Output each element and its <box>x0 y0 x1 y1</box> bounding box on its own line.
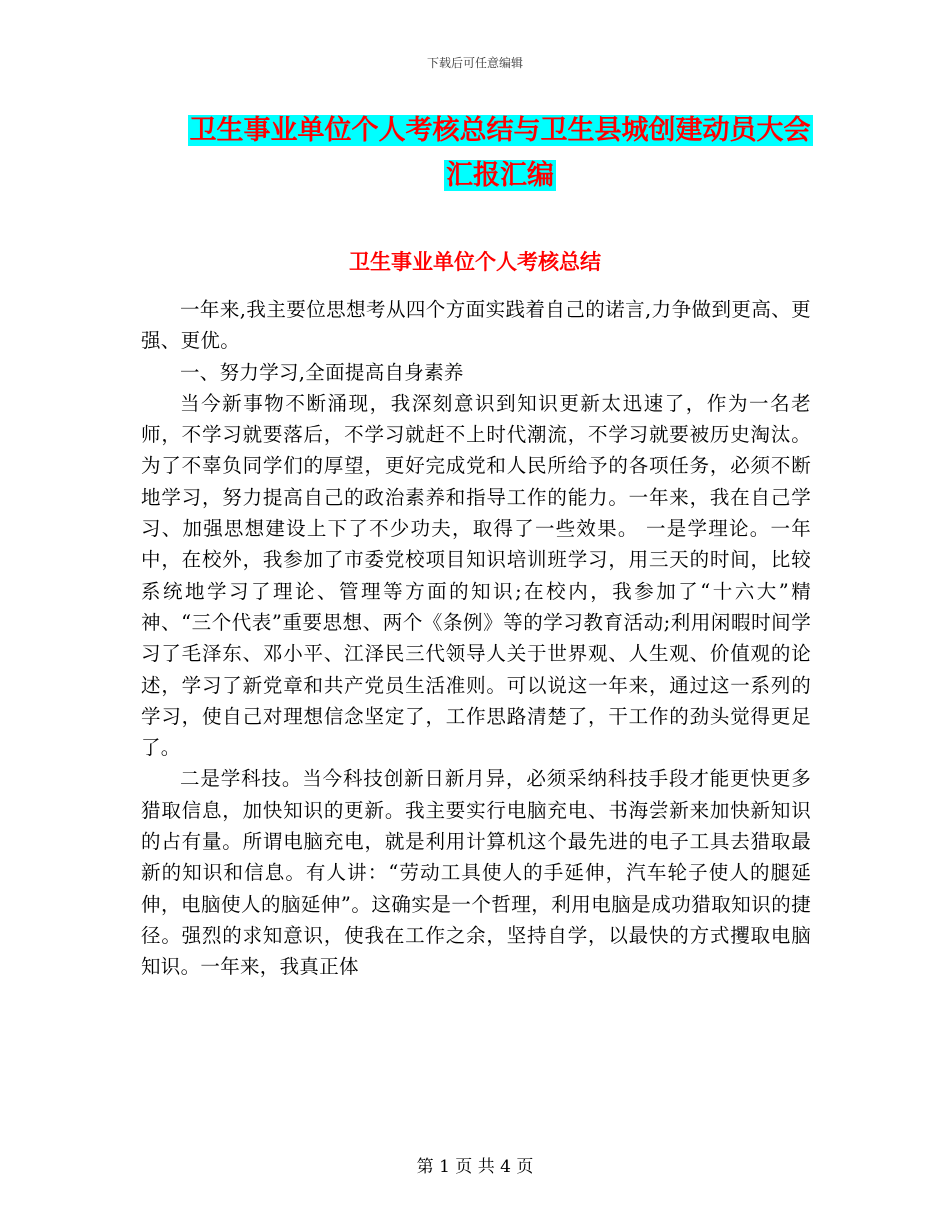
section-title: 卫生事业单位个人考核总结 <box>349 250 601 274</box>
paragraph: 一、努力学习,全面提高自身素养 <box>180 360 464 384</box>
document-title <box>140 108 860 198</box>
document-title-line-2: 汇报汇编 <box>446 160 554 191</box>
document-title-line-1: 卫生事业单位个人考核总结与卫生县城创建动员大会 <box>189 115 811 146</box>
paragraph: 一年来,我主要位思想考从四个方面实践着自己的诺言,力争做到更高、更强、更优。 <box>141 298 811 353</box>
paragraph: 二是学科技。当今科技创新日新月异，必须采纳科技手段才能更快更多猎取信息，加快知识的更新。我主要实行电脑充电、书海尝新来加快新知识的占有量。所谓电脑充电，就是利用计算机这个最先进的电子工具去猎取最新的知识和信息。有人讲：“劳动工具使人的手延伸，汽车轮子使人的腿延伸，电脑使人的脑延伸”。这确实是一个哲理，利用电脑是成功猎取知识的捷径。强烈的求知意识，使我在工作之余，坚持自学，以最快的方式攫取电脑知识。一年来，我真正体 <box>141 767 811 979</box>
header-note: 下载后可任意编辑 <box>426 56 523 70</box>
paragraph: 当今新事物不断涌现，我深刻意识到知识更新太迅速了，作为一名老师，不学习就要落后，不学习就赶不上时代潮流，不学习就要被历史淘汰。为了不辜负同学们的厚望，更好完成党和人民所给予的各项任务，必须不断地学习，努力提高自己的政治素养和指导工作的能力。一年来，我在自己学习、加强思想建设上下了不少功夫，取得了一些效果。 一是学理论。一年中，在校外，我参加了市委党校项目知识培训班学习，用三天的时间，比较系统地学习了理论、管理等方面的知识;在校内，我参加了“十六大”精神、“三个代表”重要思想、两个《条例》等的学习教育活动;利用闲暇时间学习了毛泽东、邓小平、江泽民三代领导人关于世界观、人生观、价值观的论述，学习了新党章和共产党员生活准则。可以说这一年来，通过这一系列的学习，使自己对理想信念坚定了，工作思路清楚了，干工作的劲头觉得更足了。 <box>141 391 811 760</box>
document-body <box>141 294 811 983</box>
page-number: 第 1 页 共 4 页 <box>416 1157 534 1177</box>
